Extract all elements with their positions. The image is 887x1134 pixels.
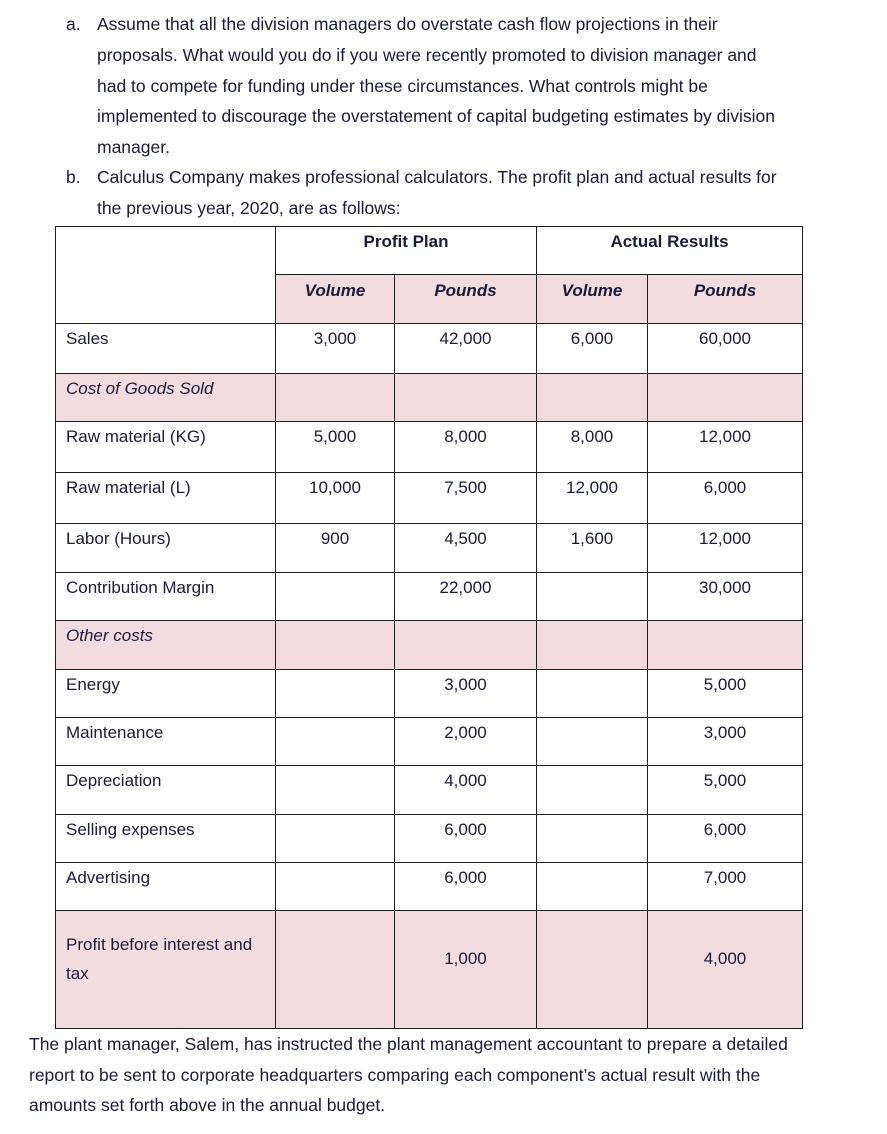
actual-volume-cell [537,863,648,911]
actual-volume-cell: 1,600 [537,524,648,573]
actual-pounds-cell: 30,000 [648,573,803,621]
table-row-total [56,911,803,1029]
actual-volume-cell: 8,000 [537,422,648,473]
plan-pounds-cell: 7,500 [395,473,537,524]
row-label: Labor (Hours) [56,524,276,573]
closing-line-1: The plant manager, Salem, has instructed the plant management accountant to prepare a detailed [29,1034,788,1054]
closing-line-3: amounts set forth above in the annual budget. [29,1095,386,1115]
actual-pounds-cell: 6,000 [648,815,803,863]
table-row [56,863,803,911]
plan-volume-cell [276,621,395,670]
row-label: Raw material (KG) [56,422,276,473]
actual-volume-cell [537,911,648,1029]
actual-volume-cell: 6,000 [537,324,648,374]
plan-volume-cell [276,863,395,911]
actual-volume-cell [537,374,648,422]
plan-volume-cell [276,718,395,766]
row-label: Maintenance [56,718,276,766]
row-label: Sales [56,324,276,374]
row-label: Selling expenses [56,815,276,863]
question-a-line-4: implemented to discourage the overstatement of capital budgeting estimates by division [97,106,776,126]
table-row [56,473,803,524]
row-label: Advertising [56,863,276,911]
plan-volume-cell: 900 [276,524,395,573]
table-row-section [56,374,803,422]
actual-pounds-cell: 12,000 [648,422,803,473]
actual-pounds-cell: 5,000 [648,670,803,718]
question-a-line-5: manager. [97,137,170,157]
question-b-line-2: the previous year, 2020, are as follows: [97,198,401,218]
actual-pounds-cell: 60,000 [648,324,803,374]
table-row [56,670,803,718]
actual-pounds-cell [648,621,803,670]
row-label: Contribution Margin [56,573,276,621]
plan-volume-cell: 3,000 [276,324,395,374]
plan-volume-cell: 10,000 [276,473,395,524]
table-row [56,573,803,621]
question-a-line-1: Assume that all the division managers do overstate cash flow projections in their [97,14,718,34]
plan-pounds-cell: 4,000 [395,766,537,815]
row-label: Cost of Goods Sold [56,374,276,422]
plan-pounds-cell [395,374,537,422]
plan-volume-header: Volume [276,275,395,324]
actual-pounds-cell: 3,000 [648,718,803,766]
plan-pounds-cell: 8,000 [395,422,537,473]
corner-cell [56,227,276,324]
table-row [56,766,803,815]
actual-pounds-cell: 4,000 [648,911,803,1029]
actual-volume-cell [537,766,648,815]
plan-pounds-cell: 6,000 [395,863,537,911]
plan-pounds-cell: 4,500 [395,524,537,573]
actual-pounds-cell: 12,000 [648,524,803,573]
row-label: Other costs [56,621,276,670]
actual-pounds-cell: 5,000 [648,766,803,815]
actual-volume-cell: 12,000 [537,473,648,524]
table-row [56,524,803,573]
plan-volume-cell: 5,000 [276,422,395,473]
plan-pounds-cell [395,621,537,670]
plan-volume-cell [276,815,395,863]
table-row [56,422,803,473]
plan-volume-cell [276,573,395,621]
plan-pounds-cell: 42,000 [395,324,537,374]
actual-pounds-header: Pounds [648,275,803,324]
plan-volume-cell [276,766,395,815]
plan-pounds-header: Pounds [395,275,537,324]
table-row-section [56,621,803,670]
group-header-row [56,227,803,275]
plan-volume-cell [276,911,395,1029]
plan-pounds-cell: 22,000 [395,573,537,621]
question-b-line-1: Calculus Company makes professional calculators. The profit plan and actual results for [97,167,777,187]
closing-line-2: report to be sent to corporate headquarters comparing each component’s actual result with the [29,1065,761,1085]
profit-plan-table [55,226,803,1029]
question-b-marker: b. [66,167,81,187]
row-label: Depreciation [56,766,276,815]
plan-volume-cell [276,670,395,718]
table-row [56,718,803,766]
plan-pounds-cell: 1,000 [395,911,537,1029]
question-a-line-3: had to compete for funding under these circumstances. What controls might be [97,76,708,96]
actual-results-header: Actual Results [537,227,803,275]
actual-pounds-cell: 6,000 [648,473,803,524]
actual-volume-cell [537,718,648,766]
actual-volume-header: Volume [537,275,648,324]
plan-pounds-cell: 3,000 [395,670,537,718]
plan-pounds-cell: 6,000 [395,815,537,863]
table-row [56,324,803,374]
actual-volume-cell [537,573,648,621]
row-label: Raw material (L) [56,473,276,524]
question-a-line-2: proposals. What would you do if you were recently promoted to division manager and [97,45,757,65]
row-label: Energy [56,670,276,718]
plan-pounds-cell: 2,000 [395,718,537,766]
actual-pounds-cell [648,374,803,422]
question-a-marker: a. [66,14,81,34]
actual-volume-cell [537,815,648,863]
profit-plan-header: Profit Plan [276,227,537,275]
actual-volume-cell [537,621,648,670]
row-label: Profit before interest and tax [56,911,276,1029]
actual-pounds-cell: 7,000 [648,863,803,911]
table-row [56,815,803,863]
actual-volume-cell [537,670,648,718]
plan-volume-cell [276,374,395,422]
